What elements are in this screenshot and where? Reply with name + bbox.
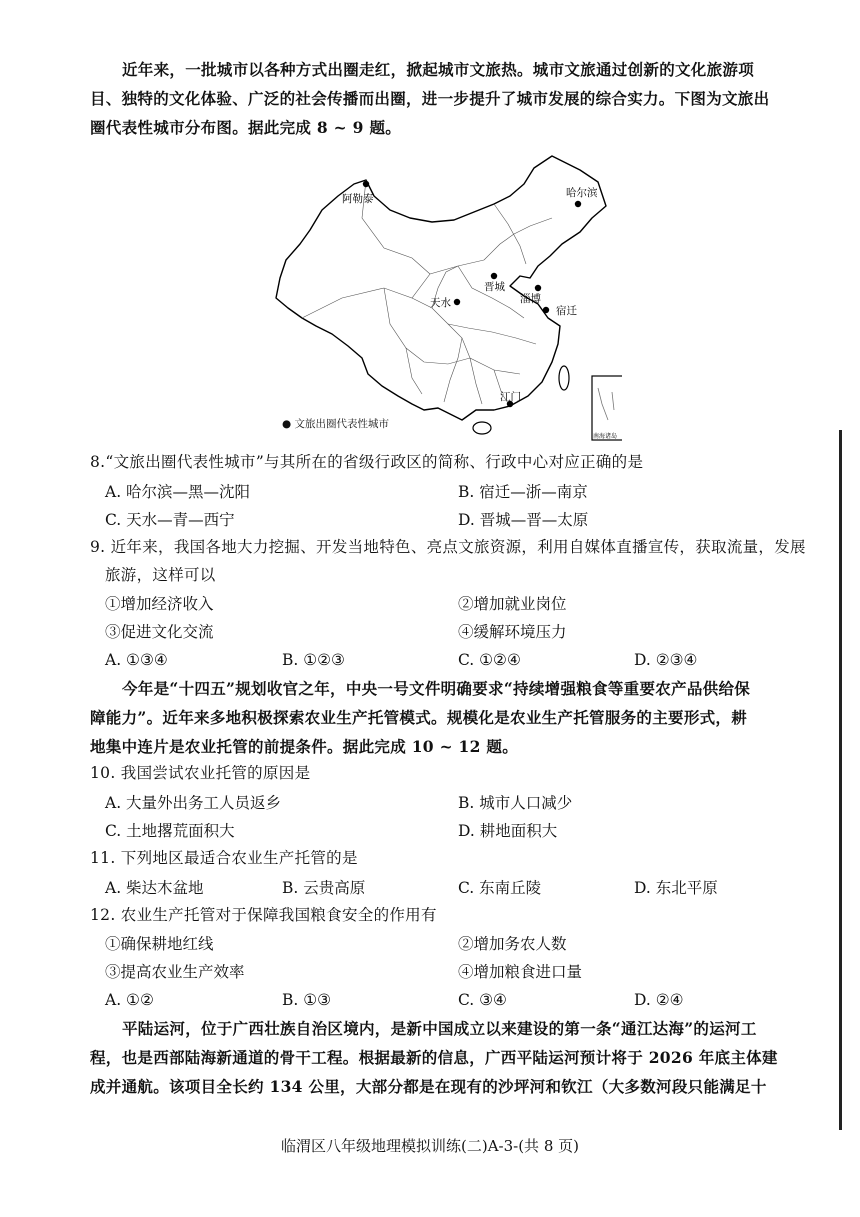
q12-option-a: A. ①② [105,991,154,1009]
q11-option-d: D. 东北平原 [634,879,718,897]
q12-option-b: B. ①③ [282,991,332,1009]
q9-option-c: C. ①②④ [458,651,521,669]
page-footer: 临渭区八年级地理模拟训练(二)A-3-(共 8 页) [280,1137,579,1155]
q11-option-c: C. 东南丘陵 [458,879,542,897]
q10-option-b: B. 城市人口减少 [458,794,573,812]
city-label-jiangmen: 江门 [500,391,521,403]
q12-item-1: ①确保耕地红线 [105,935,214,953]
q9-item-2: ②增加就业岗位 [458,595,567,613]
city-label-haerbin: 哈尔滨 [566,187,598,199]
intro3-line-3: 成并通航。该项目全长约 134 公里，大部分都是在现有的沙坪河和钦江（大多数河段只能满足十 [90,1077,767,1096]
q11-option-a: A. 柴达木盆地 [105,879,204,897]
city-dot-tianshui [454,299,460,305]
page-edge-rule [839,430,842,1130]
intro2-line-3: 地集中连片是农业托管的前提条件。据此完成 10 ~ 12 题。 [90,737,519,756]
q9-option-b: B. ①②③ [282,651,345,669]
city-label-suqian: 宿迁 [556,305,577,317]
q12-option-c: C. ③④ [458,991,507,1009]
city-dot-haerbin [575,201,581,207]
intro1-line-1: 近年来，一批城市以各种方式出圈走红，掀起城市文旅热。城市文旅通过创新的文化旅游项 [122,60,755,79]
q8-option-b: B. 宿迁—浙—南京 [458,483,588,501]
q11-option-b: B. 云贵高原 [282,879,366,897]
inset-label: 南海诸岛 [593,433,618,440]
map-legend: ● 文旅出圈代表性城市 [282,418,389,430]
q9-item-1: ①增加经济收入 [105,595,214,613]
city-label-aletai: 阿勒泰 [342,193,374,205]
q10-option-a: A. 大量外出务工人员返乡 [105,794,282,812]
q8-option-a: A. 哈尔滨—黑—沈阳 [105,483,251,501]
city-label-zibo: 淄博 [520,293,541,305]
q9-item-4: ④缓解环境压力 [458,623,567,641]
q9-option-a: A. ①③④ [105,651,168,669]
q9-stem-line-1: 9. 近年来，我国各地大力挖掘、开发当地特色、亮点文旅资源，利用自媒体直播宣传，获取流量，发展 [90,538,806,556]
q8-option-c: C. 天水—青—西宁 [105,511,235,529]
intro-paragraph-2 [90,674,830,761]
q12-stem: 12. 农业生产托管对于保障我国粮食安全的作用有 [90,906,437,924]
city-dot-zibo [535,285,541,291]
q9-item-3: ③促进文化交流 [105,623,214,641]
q12-item-4: ④增加粮食进口量 [458,963,583,981]
intro-paragraph-3 [90,1014,830,1101]
city-dot-suqian [543,307,549,313]
q8-stem: 8.“文旅出圈代表性城市”与其所在的省级行政区的简称、行政中心对应正确的是 [90,453,644,471]
intro1-line-2: 目、独特的文化体验、广泛的社会传播而出圈，进一步提升了城市发展的综合实力。下图为文旅出 [90,89,770,108]
city-dot-jincheng [491,273,497,279]
q12-option-d: D. ②④ [634,991,684,1009]
intro-paragraph-1 [90,55,832,142]
q11-stem: 11. 下列地区最适合农业生产托管的是 [90,849,358,867]
intro2-line-1: 今年是“十四五”规划收官之年，中央一号文件明确要求“持续增强粮食等重要农产品供给保 [122,679,751,698]
intro2-line-2: 障能力”。近年来多地积极探索农业生产托管模式。规模化是农业生产托管服务的主要形式，耕 [90,708,748,727]
q10-stem: 10. 我国尝试农业托管的原因是 [90,764,311,782]
china-outline-map [262,148,622,444]
q9-stem-line-2: 旅游，这样可以 [105,566,216,584]
intro3-line-1: 平陆运河，位于广西壮族自治区境内，是新中国成立以来建设的第一条“通江达海”的运河工 [122,1019,757,1038]
intro1-line-3: 圈代表性城市分布图。据此完成 8 ~ 9 题。 [90,118,402,137]
q12-item-3: ③提高农业生产效率 [105,963,245,981]
q8-option-d: D. 晋城—晋—太原 [458,511,589,529]
q9-option-d: D. ②③④ [634,651,698,669]
q10-option-d: D. 耕地面积大 [458,822,558,840]
south-china-sea-inset [592,376,622,440]
q12-item-2: ②增加务农人数 [458,935,567,953]
city-label-tianshui: 天水 [430,297,451,309]
city-dot-aletai [363,181,369,187]
city-label-jincheng: 晋城 [484,281,505,293]
q10-option-c: C. 土地撂荒面积大 [105,822,235,840]
intro3-line-2: 程，也是西部陆海新通道的骨干工程。根据最新的信息，广西平陆运河预计将于 2026 年底主体建 [90,1048,778,1067]
china-map-figure [262,148,622,444]
